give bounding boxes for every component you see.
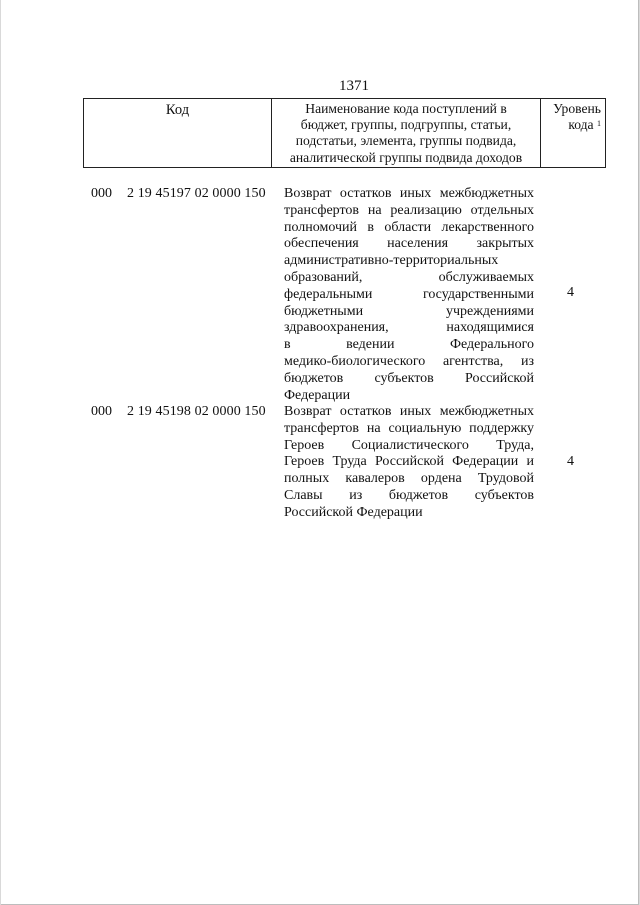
description-line: Возврат остатков иных межбюджетных <box>284 404 534 419</box>
description-line: бюджетными учреждениями <box>284 303 534 319</box>
description-line: бюджетов субъектов Российской <box>284 370 534 386</box>
description-line: полных кавалеров ордена Трудовой <box>284 471 534 487</box>
header-name-line: аналитической группы подвида доходов <box>289 149 523 165</box>
page-number: 1371 <box>339 78 369 94</box>
admin-code: 000 <box>91 404 112 419</box>
table-header <box>83 98 606 168</box>
header-level-line2 <box>541 117 604 133</box>
description-line: Российской Федерации <box>284 504 423 520</box>
description-line: федеральными государственными <box>284 286 534 302</box>
header-name <box>272 101 540 166</box>
description-line: трансфертов на социальную поддержку <box>284 420 534 436</box>
footnote-marker: 1 <box>597 119 601 129</box>
header-name-line: подстатьи, элемента, группы подвида, <box>295 133 517 149</box>
budget-code: 2 19 45198 02 0000 150 <box>127 404 266 419</box>
description-line: Возврат остатков иных межбюджетных <box>284 186 534 201</box>
description-line: обеспечения населения закрытых <box>284 236 534 252</box>
description-line: Славы из бюджетов субъектов <box>284 487 534 503</box>
description-line: Федерации <box>284 387 351 403</box>
code-description <box>284 404 534 522</box>
description-line: Героев Труда Российской Федерации и <box>284 454 534 470</box>
header-level-line1: Уровень <box>553 101 601 116</box>
header-name-line: Наименование кода поступлений в <box>305 101 507 116</box>
description-line: здравоохранения, находящимися <box>284 320 534 336</box>
header-code: Код <box>165 102 190 118</box>
description-line: в ведении Федерального <box>284 337 534 353</box>
description-line: медико-биологического агентства, из <box>284 353 534 369</box>
budget-code: 2 19 45197 02 0000 150 <box>127 186 266 201</box>
code-description <box>284 186 534 404</box>
description-line: административно-территориальных <box>284 253 499 269</box>
header-level-word: кода <box>568 117 594 133</box>
code-level: 4 <box>567 285 574 300</box>
description-line: трансфертов на реализацию отдельных <box>284 202 534 218</box>
description-line: образований, обслуживаемых <box>284 269 534 285</box>
code-level: 4 <box>567 454 574 469</box>
admin-code: 000 <box>91 186 112 201</box>
document-page <box>1 0 639 905</box>
description-line: Героев Социалистического Труда, <box>284 437 534 453</box>
description-line: полномочий в области лекарственного <box>284 219 534 235</box>
header-name-line: бюджет, группы, подгруппы, статьи, <box>300 117 512 133</box>
header-level <box>541 101 604 133</box>
